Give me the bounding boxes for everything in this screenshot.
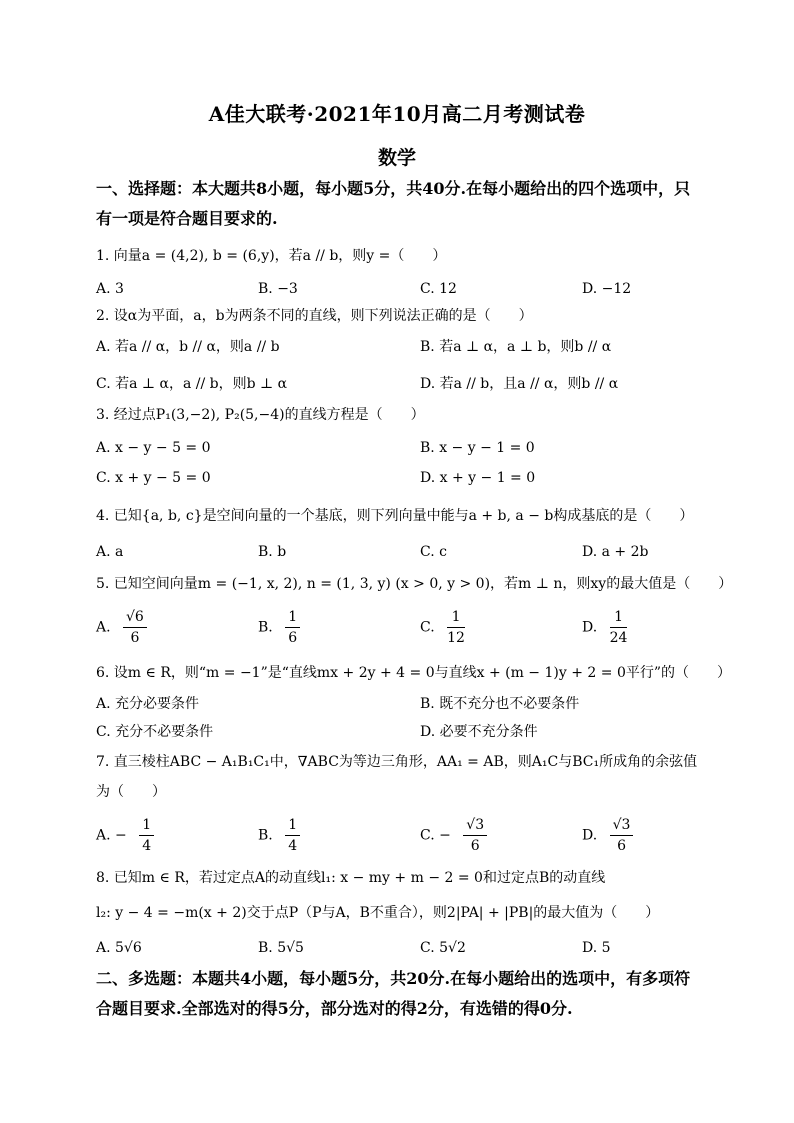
q5-option-d-label: D. [582,619,598,636]
q5-option-b-fraction [285,607,300,648]
q5-option-b-label: B. [258,619,273,636]
q5-option-d-fraction [610,607,628,648]
q5-option-a-numerator: √6 [123,607,147,628]
q6-option-d: D. 必要不充分条件 [420,724,538,740]
q7-option-d-denominator: 6 [617,838,627,854]
q5-option-a [96,607,147,648]
q7-option-a-numerator: 1 [139,815,154,836]
q5-option-a-label: A. [96,619,111,636]
q3-option-b: B. x − y − 1 = 0 [420,440,535,456]
q6-option-b: B. 既不充分也不必要条件 [420,696,580,712]
q7-option-a-label: A. − [96,827,127,844]
q5-option-c [420,607,465,648]
q4-option-a: A. a [96,544,124,560]
q7-option-b-numerator: 1 [285,815,300,836]
q3-option-a: A. x − y − 5 = 0 [96,440,211,456]
q5-option-b [258,607,300,648]
q7-option-b-fraction [285,815,300,856]
q7-option-c-label: C. − [420,827,451,844]
exam-title: A佳大联考·2021年10月高二月考测试卷 [208,102,586,126]
q5-option-b-numerator: 1 [285,607,300,628]
section-1-line-1: 一、选择题：本大题共8小题，每小题5分，共40分.在每小题给出的四个选项中，只 [96,179,691,198]
q7-option-d-label: D. [582,827,598,844]
q7-option-c [420,815,487,856]
q4-option-d: D. a + 2b [582,544,649,560]
q4-option-c: C. c [420,544,447,560]
q5-option-c-label: C. [420,619,435,636]
q3-option-d: D. x + y − 1 = 0 [420,470,536,486]
q6-option-c: C. 充分不必要条件 [96,724,214,740]
q5-option-d-numerator: 1 [610,607,628,628]
q1-option-a: A. 3 [96,281,124,297]
question-6-stem: 6. 设m ∈ R，则“m = −1”是“直线mx + 2y + 4 = 0与直线x + (m − 1)y + 2 = 0平行”的（ ） [96,665,732,681]
q7-option-c-numerator: √3 [463,815,487,836]
q7-option-b-denominator: 4 [288,838,298,854]
q5-option-c-fraction [447,607,465,648]
section-1-instructions [96,174,701,234]
section-1-line-2: 有一项是符合题目要求的. [96,209,278,228]
q3-option-c: C. x + y − 5 = 0 [96,470,211,486]
q7-option-b [258,815,300,856]
q7-option-c-denominator: 6 [470,838,480,854]
q7-option-a-denominator: 4 [142,838,152,854]
q5-option-d [582,607,627,648]
subject-title: 数学 [377,147,416,169]
q1-option-c: C. 12 [420,281,457,297]
question-2-stem: 2. 设α为平面，a，b为两条不同的直线，则下列说法正确的是（ ） [96,308,533,324]
q5-option-c-denominator: 12 [447,630,465,646]
q4-option-b: B. b [258,544,287,560]
q1-option-d: D. −12 [582,281,632,297]
section-2-instructions [96,964,701,1024]
q2-option-a: A. 若a // α，b // α，则a // b [96,339,280,355]
question-8-stem: 8. 已知m ∈ R，若过定点A的动直线l₁: x − my + m − 2 = 0和过定点B的动直线 [96,870,606,886]
q7-option-d [582,815,633,856]
q2-option-b: B. 若a ⊥ α，a ⊥ b，则b // α [420,339,612,355]
q7-option-d-numerator: √3 [610,815,634,836]
q8-option-a: A. 5√6 [96,940,142,956]
q7-option-a-fraction [139,815,154,856]
question-5-stem: 5. 已知空间向量m = (−1, x, 2), n = (1, 3, y) (x > 0, y > 0)，若m ⊥ n，则xy的最大值是（ ） [96,576,733,592]
q7-option-c-fraction [463,815,487,856]
q7-option-a [96,815,154,856]
q2-option-c: C. 若a ⊥ α，a // b，则b ⊥ α [96,376,288,392]
question-7-stem: 7. 直三棱柱ABC − A₁B₁C₁中，∇ABC为等边三角形，AA₁ = AB，则A₁C与BC₁所成角的余弦值为（ ） [96,754,698,800]
question-1-stem: 1. 向量a = (4,2), b = (6,y)，若a // b，则y =（ ） [96,248,447,264]
q6-option-a: A. 充分必要条件 [96,696,200,712]
q5-option-a-fraction [123,607,147,648]
q8-option-b: B. 5√5 [258,940,304,956]
question-4-stem: 4. 已知{a, b, c}是空间向量的一个基底，则下列向量中能与a + b, a − b构成基底的是（ ） [96,508,694,524]
q8-option-c: C. 5√2 [420,940,466,956]
q5-option-c-numerator: 1 [447,607,465,628]
q5-option-a-denominator: 6 [130,630,140,646]
q7-option-b-label: B. [258,827,273,844]
question-3-stem: 3. 经过点P₁(3,−2), P₂(5,−4)的直线方程是（ ） [96,407,425,423]
q5-option-b-denominator: 6 [288,630,298,646]
q2-option-d: D. 若a // b，且a // α，则b // α [420,376,619,392]
q1-option-b: B. −3 [258,281,298,297]
question-8-stem-line-2: l₂: y − 4 = −m(x + 2)交于点P（P与A，B不重合），则2|PA| + |PB|的最大值为（ ） [96,905,660,921]
q8-option-d: D. 5 [582,940,611,956]
q7-option-d-fraction [610,815,634,856]
q5-option-d-denominator: 24 [609,630,628,646]
section-2-line-1: 二、多选题：本题共4小题，每小题5分，共20分.在每小题给出的选项中，有多项符 [96,969,691,988]
section-2-line-2: 合题目要求.全部选对的得5分，部分选对的得2分，有选错的得0分. [96,999,573,1018]
